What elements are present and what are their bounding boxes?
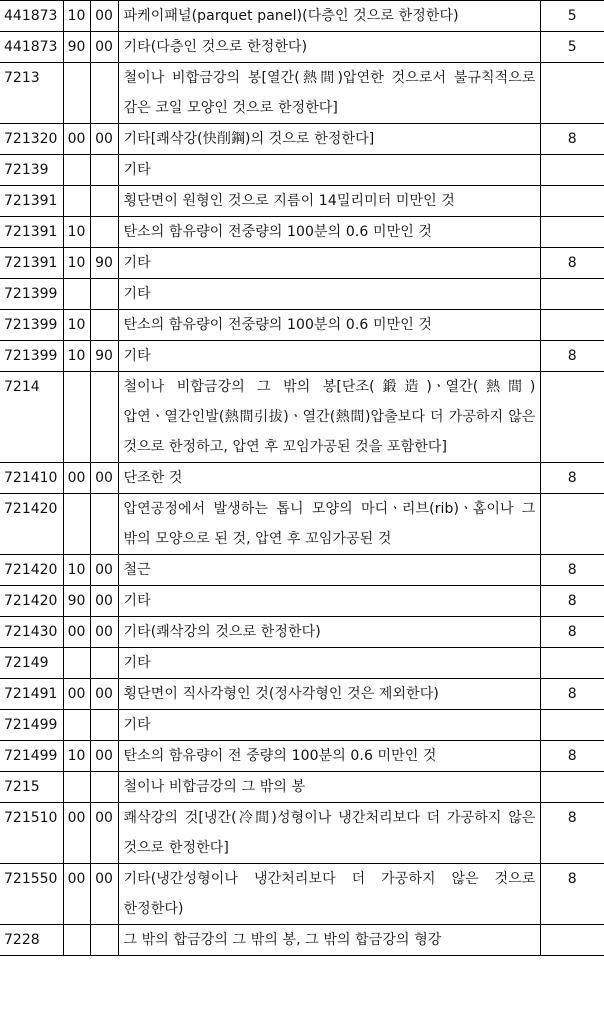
subcode-2-cell [90,372,118,463]
hs-code-cell: 721491 [0,679,63,710]
hs-code-cell: 7213 [0,63,63,124]
hs-code-cell: 721410 [0,463,63,494]
tariff-rate-cell: 8 [540,617,604,648]
table-row [0,279,604,310]
subcode-1-cell: 00 [63,803,90,864]
description-cell: 기타(다층인 것으로 한정한다) [118,32,540,63]
description-cell: 기타 [118,248,540,279]
table-row [0,248,604,279]
subcode-2-cell [90,155,118,186]
description-cell: 기타[쾌삭강(快削鋼)의 것으로 한정한다] [118,124,540,155]
subcode-2-cell: 00 [90,864,118,925]
subcode-1-cell [63,925,90,956]
subcode-2-cell [90,63,118,124]
table-row [0,925,604,956]
table-row [0,372,604,463]
subcode-1-cell [63,648,90,679]
table-row [0,679,604,710]
hs-code-cell: 721399 [0,310,63,341]
hs-code-cell: 441873 [0,1,63,32]
tariff-rate-cell: 8 [540,248,604,279]
description-cell: 쾌삭강의 것[냉간(冷間)성형이나 냉간처리보다 더 가공하지 않은 것으로 한정한다] [118,803,540,864]
subcode-2-cell: 00 [90,32,118,63]
hs-code-cell: 721430 [0,617,63,648]
description-cell: 횡단면이 직사각형인 것(정사각형인 것은 제외한다) [118,679,540,710]
description-cell: 파케이패널(parquet panel)(다층인 것으로 한정한다) [118,1,540,32]
subcode-2-cell [90,648,118,679]
subcode-1-cell: 00 [63,864,90,925]
hs-code-cell: 721420 [0,555,63,586]
table-row [0,772,604,803]
subcode-2-cell: 90 [90,341,118,372]
subcode-2-cell [90,772,118,803]
hs-code-cell: 721420 [0,586,63,617]
subcode-1-cell: 10 [63,741,90,772]
tariff-rate-cell: 8 [540,124,604,155]
hs-code-cell: 7228 [0,925,63,956]
subcode-1-cell: 10 [63,217,90,248]
hs-code-cell: 7215 [0,772,63,803]
tariff-rate-cell [540,494,604,555]
table-row [0,494,604,555]
tariff-rate-cell: 8 [540,679,604,710]
subcode-2-cell: 00 [90,1,118,32]
description-cell: 기타 [118,341,540,372]
tariff-rate-cell [540,217,604,248]
tariff-rate-cell: 8 [540,555,604,586]
table-row [0,463,604,494]
description-cell: 기타 [118,648,540,679]
description-cell: 횡단면이 원형인 것으로 지름이 14밀리미터 미만인 것 [118,186,540,217]
tariff-rate-cell [540,372,604,463]
hs-code-cell: 721391 [0,217,63,248]
table-row [0,341,604,372]
tariff-table-body [0,1,604,956]
hs-code-cell: 721320 [0,124,63,155]
subcode-1-cell [63,279,90,310]
tariff-rate-cell [540,279,604,310]
subcode-2-cell [90,710,118,741]
subcode-1-cell: 10 [63,248,90,279]
hs-code-cell: 7214 [0,372,63,463]
description-cell: 기타 [118,279,540,310]
tariff-rate-cell [540,186,604,217]
description-cell: 기타(쾌삭강의 것으로 한정한다) [118,617,540,648]
tariff-rate-cell: 8 [540,463,604,494]
table-row [0,155,604,186]
subcode-1-cell [63,63,90,124]
tariff-rate-cell [540,710,604,741]
subcode-2-cell [90,494,118,555]
table-row [0,63,604,124]
description-cell: 기타 [118,586,540,617]
description-cell: 압연공정에서 발생하는 톱니 모양의 마디ㆍ리브(rib)ㆍ홈이나 그 밖의 모양으로 된 것, 압연 후 꼬임가공된 것 [118,494,540,555]
description-cell: 탄소의 함유량이 전 중량의 100분의 0.6 미만인 것 [118,741,540,772]
table-row [0,864,604,925]
subcode-1-cell: 10 [63,1,90,32]
table-row [0,803,604,864]
tariff-rate-cell: 5 [540,1,604,32]
description-cell: 그 밖의 합금강의 그 밖의 봉, 그 밖의 합금강의 형강 [118,925,540,956]
subcode-2-cell: 00 [90,586,118,617]
description-cell: 철이나 비합금강의 그 밖의 봉[단조(鍛造)ㆍ열간(熱間)압연ㆍ열간인발(熱間引拔)ㆍ열간(熱間)압출보다 더 가공하지 않은 것으로 한정하고, 압연 후 꼬임가공된 것을 포함한다] [118,372,540,463]
table-row [0,124,604,155]
hs-code-cell: 721420 [0,494,63,555]
subcode-1-cell: 10 [63,310,90,341]
hs-code-cell: 721391 [0,186,63,217]
subcode-2-cell: 00 [90,741,118,772]
hs-code-cell: 441873 [0,32,63,63]
hs-code-cell: 721391 [0,248,63,279]
tariff-rate-cell: 8 [540,341,604,372]
subcode-2-cell: 00 [90,679,118,710]
tariff-rate-cell: 5 [540,32,604,63]
description-cell: 철이나 비합금강의 봉[열간(熱間)압연한 것으로서 불규칙적으로 감은 코일 모양인 것으로 한정한다] [118,63,540,124]
subcode-1-cell: 10 [63,555,90,586]
table-row [0,617,604,648]
subcode-2-cell: 90 [90,248,118,279]
tariff-rate-cell [540,772,604,803]
table-row [0,1,604,32]
tariff-rate-cell [540,310,604,341]
subcode-2-cell [90,279,118,310]
description-cell: 기타 [118,155,540,186]
hs-code-cell: 721510 [0,803,63,864]
subcode-1-cell: 90 [63,32,90,63]
subcode-1-cell: 00 [63,463,90,494]
subcode-1-cell [63,494,90,555]
subcode-2-cell: 00 [90,803,118,864]
description-cell: 단조한 것 [118,463,540,494]
hs-code-cell: 721499 [0,710,63,741]
description-cell: 철근 [118,555,540,586]
hs-code-cell: 72149 [0,648,63,679]
table-row [0,310,604,341]
description-cell: 철이나 비합금강의 그 밖의 봉 [118,772,540,803]
subcode-1-cell: 10 [63,341,90,372]
table-row [0,741,604,772]
hs-code-cell: 721399 [0,341,63,372]
table-row [0,586,604,617]
tariff-rate-cell: 8 [540,864,604,925]
subcode-1-cell: 00 [63,617,90,648]
subcode-1-cell [63,372,90,463]
hs-code-cell: 721399 [0,279,63,310]
subcode-1-cell [63,772,90,803]
tariff-rate-cell: 8 [540,741,604,772]
table-row [0,710,604,741]
hs-code-cell: 721499 [0,741,63,772]
tariff-rate-cell [540,925,604,956]
subcode-1-cell: 00 [63,124,90,155]
subcode-2-cell [90,217,118,248]
subcode-1-cell [63,186,90,217]
tariff-rate-cell: 8 [540,586,604,617]
hs-code-cell: 72139 [0,155,63,186]
description-cell: 기타(냉간성형이나 냉간처리보다 더 가공하지 않은 것으로 한정한다) [118,864,540,925]
table-row [0,555,604,586]
table-row [0,648,604,679]
table-row [0,32,604,63]
subcode-2-cell [90,310,118,341]
subcode-2-cell: 00 [90,555,118,586]
hs-code-cell: 721550 [0,864,63,925]
description-cell: 탄소의 함유량이 전중량의 100분의 0.6 미만인 것 [118,310,540,341]
description-cell: 기타 [118,710,540,741]
subcode-2-cell: 00 [90,617,118,648]
description-cell: 탄소의 함유량이 전중량의 100분의 0.6 미만인 것 [118,217,540,248]
tariff-rate-cell [540,63,604,124]
table-row [0,186,604,217]
subcode-2-cell [90,186,118,217]
tariff-rate-cell [540,155,604,186]
subcode-1-cell: 00 [63,679,90,710]
table-row [0,217,604,248]
subcode-2-cell: 00 [90,124,118,155]
subcode-1-cell: 90 [63,586,90,617]
tariff-rate-cell [540,648,604,679]
tariff-rate-cell: 8 [540,803,604,864]
subcode-2-cell [90,925,118,956]
subcode-2-cell: 00 [90,463,118,494]
subcode-1-cell [63,710,90,741]
subcode-1-cell [63,155,90,186]
